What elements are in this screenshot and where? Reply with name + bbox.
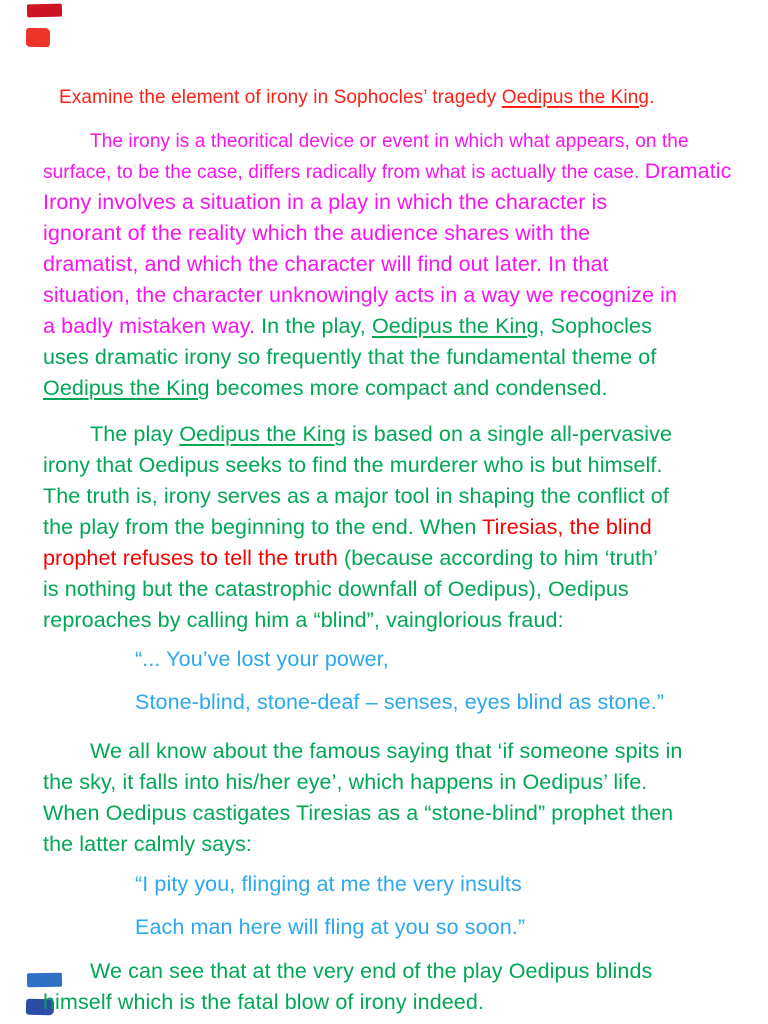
text-segment: Dramatic bbox=[644, 159, 732, 183]
paragraph-definition-of-irony bbox=[43, 128, 733, 405]
text-segment: the latter calmly says: bbox=[43, 832, 253, 856]
text-line bbox=[43, 988, 733, 1019]
text-line bbox=[43, 957, 733, 988]
text-line bbox=[43, 188, 733, 219]
text-segment: The truth is, irony serves as a major tool in shaping the conflict of bbox=[43, 484, 669, 508]
text-line bbox=[43, 250, 733, 281]
text-segment: Irony involves a situation in a play in which the character is bbox=[43, 190, 608, 214]
text-line bbox=[43, 482, 733, 513]
text-segment: Stone-blind, stone-deaf – senses, eyes blind as stone.” bbox=[135, 690, 664, 714]
text-segment: Each man here will fling at you so soon.” bbox=[135, 915, 526, 939]
text-segment: , Sophocles bbox=[538, 314, 652, 338]
quote-2-line-1 bbox=[135, 870, 733, 901]
text-line bbox=[43, 157, 733, 188]
text-segment: himself which is the fatal blow of irony indeed. bbox=[43, 990, 484, 1014]
text-segment: a badly mistaken way. bbox=[43, 314, 262, 338]
text-segment: the sky, it falls into his/her eye’, which happens in Oedipus’ life. bbox=[43, 770, 648, 794]
text-segment: ignorant of the reality which the audience shares with the bbox=[43, 221, 591, 245]
torn-mark-top-left-2 bbox=[26, 28, 50, 47]
text-segment: Oedipus the King bbox=[43, 376, 210, 400]
text-segment: the play from the beginning to the end. When bbox=[43, 515, 483, 539]
quote-2-line-2 bbox=[135, 913, 733, 944]
text-line bbox=[43, 451, 733, 482]
text-line bbox=[43, 737, 733, 768]
text-segment: We can see that at the very end of the play Oedipus blinds bbox=[90, 959, 653, 983]
text-segment: “I pity you, flinging at me the very insults bbox=[135, 872, 522, 896]
text-line bbox=[43, 513, 733, 544]
text-segment: The play bbox=[90, 422, 180, 446]
text-line bbox=[43, 374, 733, 405]
text-line bbox=[43, 606, 733, 637]
text-line bbox=[43, 128, 733, 157]
document-body bbox=[43, 86, 733, 1019]
text-segment: becomes more compact and condensed. bbox=[209, 376, 608, 400]
text-segment: Oedipus the King bbox=[371, 314, 539, 338]
text-segment: (because according to him ‘truth’ bbox=[344, 546, 659, 570]
text-line bbox=[135, 913, 733, 944]
text-segment: “... You’ve lost your power, bbox=[135, 647, 389, 671]
text-segment: irony that Oedipus seeks to find the murderer who is but himself. bbox=[43, 453, 663, 477]
text-segment: surface, to be the case, differs radically from what is actually the case. bbox=[43, 162, 645, 183]
text-segment: prophet refuses to tell the truth bbox=[43, 546, 344, 570]
text-line bbox=[43, 768, 733, 799]
text-segment: Oedipus the King bbox=[179, 422, 346, 446]
essay-title bbox=[43, 86, 733, 111]
paragraph-conclusion bbox=[43, 957, 733, 1019]
quote-1-line-2 bbox=[135, 688, 733, 719]
text-segment: is based on a single all-pervasive bbox=[345, 422, 673, 446]
text-line bbox=[43, 312, 733, 343]
text-line bbox=[135, 870, 733, 901]
text-line bbox=[43, 544, 733, 575]
text-segment: Examine the element of irony in Sophocles’ tragedy bbox=[59, 87, 502, 108]
text-line bbox=[43, 343, 733, 374]
text-segment: When Oedipus castigates Tiresias as a “stone-blind” prophet then bbox=[43, 801, 674, 825]
text-segment: dramatist, and which the character will find out later. In that bbox=[43, 252, 609, 276]
text-segment: Oedipus the King bbox=[501, 87, 650, 108]
text-line bbox=[43, 575, 733, 606]
text-line bbox=[43, 420, 733, 451]
text-segment: In the play, bbox=[261, 314, 372, 338]
text-segment: Tiresias, the blind bbox=[482, 515, 652, 539]
text-line bbox=[43, 799, 733, 830]
text-line bbox=[135, 645, 733, 676]
paragraph-all-pervasive-irony bbox=[43, 420, 733, 637]
text-segment: situation, the character unknowingly acts in a way we recognize in bbox=[43, 283, 678, 307]
text-line bbox=[43, 830, 733, 861]
text-line bbox=[59, 86, 733, 111]
text-line bbox=[43, 219, 733, 250]
text-segment: . bbox=[649, 87, 655, 108]
text-segment: The irony is a theoritical device or event in which what appears, on the bbox=[90, 131, 689, 152]
text-line bbox=[43, 281, 733, 312]
paragraph-famous-saying bbox=[43, 737, 733, 861]
text-segment: We all know about the famous saying that ‘if someone spits in bbox=[90, 739, 683, 763]
text-segment: is nothing but the catastrophic downfall of Oedipus), Oedipus bbox=[43, 577, 629, 601]
torn-mark-top-left-1 bbox=[27, 4, 62, 18]
text-line bbox=[135, 688, 733, 719]
text-segment: reproaches by calling him a “blind”, vainglorious fraud: bbox=[43, 608, 564, 632]
text-segment: uses dramatic irony so frequently that the fundamental theme of bbox=[43, 345, 657, 369]
quote-1-line-1 bbox=[135, 645, 733, 676]
